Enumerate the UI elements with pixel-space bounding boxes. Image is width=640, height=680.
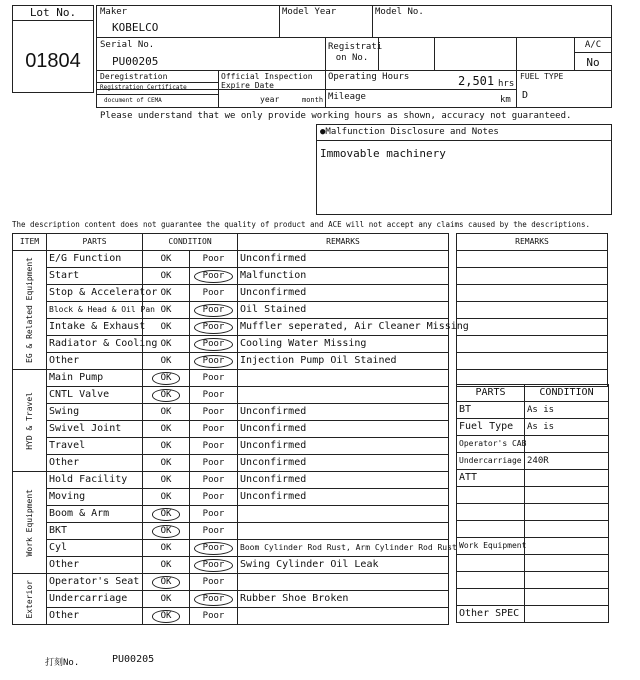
poor-cell <box>190 608 238 625</box>
spec-table <box>456 384 609 623</box>
poor-mark: Poor <box>194 559 234 572</box>
malfunction-text: Immovable machinery <box>320 147 446 160</box>
poor-cell <box>190 353 238 370</box>
part-name: Swing <box>47 404 143 421</box>
poor-cell <box>190 591 238 608</box>
remark: Unconfirmed <box>238 251 449 268</box>
ok-cell <box>143 353 190 370</box>
spec-part: BT <box>457 402 525 419</box>
spec-part: Operator's CAB <box>457 436 525 453</box>
group-label-cell <box>13 574 47 625</box>
poor-mark: Poor <box>202 288 225 298</box>
fuel-type-label: FUEL TYPE <box>520 72 564 81</box>
spec-part <box>457 504 525 521</box>
malfunction-title: ●Malfunction Disclosure and Notes <box>320 127 499 137</box>
spec-header-parts: PARTS <box>457 385 525 402</box>
disclaimer: The description content does not guarantee the quality of product and ACE will not accept any claims caused by the descriptions. <box>12 220 590 229</box>
ok-cell <box>143 319 190 336</box>
spec-condition <box>525 436 609 453</box>
model-year-label: Model Year <box>282 7 337 17</box>
remarks-table <box>456 233 608 387</box>
poor-cell <box>190 557 238 574</box>
ok-mark: OK <box>160 543 172 553</box>
ok-cell <box>143 404 190 421</box>
remarks-blank-row <box>457 302 608 319</box>
poor-mark: Poor <box>202 254 225 264</box>
part-name: Undercarriage <box>47 591 143 608</box>
poor-cell <box>190 285 238 302</box>
part-name: Other <box>47 557 143 574</box>
ok-mark: OK <box>160 424 172 434</box>
part-name: Hold Facility <box>47 472 143 489</box>
spec-row <box>457 589 609 606</box>
remark: Unconfirmed <box>238 421 449 438</box>
km-unit: km <box>500 95 511 105</box>
poor-cell <box>190 370 238 387</box>
poor-mark: Poor <box>202 492 225 502</box>
part-name: Start <box>47 268 143 285</box>
ok-mark: OK <box>160 594 172 604</box>
remarks-blank-row <box>457 319 608 336</box>
header-remarks-2: REMARKS <box>457 234 608 251</box>
spec-part <box>457 589 525 606</box>
spec-row <box>457 453 609 470</box>
ok-mark: OK <box>152 508 181 521</box>
spec-condition: 240R <box>525 453 609 470</box>
poor-cell <box>190 523 238 540</box>
ok-mark: OK <box>152 525 181 538</box>
spec-part <box>457 521 525 538</box>
ok-cell <box>143 574 190 591</box>
remarks-blank-row <box>457 285 608 302</box>
header-parts: PARTS <box>47 234 143 251</box>
spec-part <box>457 555 525 572</box>
poor-cell <box>190 404 238 421</box>
part-name: E/G Function <box>47 251 143 268</box>
spec-condition <box>525 555 609 572</box>
poor-cell <box>190 302 238 319</box>
remark: Unconfirmed <box>238 285 449 302</box>
table-row <box>13 251 449 268</box>
poor-cell <box>190 421 238 438</box>
part-name: Swivel Joint <box>47 421 143 438</box>
group-label: HYD & Travel <box>24 391 34 450</box>
serial-label: Serial No. <box>100 40 155 50</box>
spec-condition <box>525 606 609 623</box>
ac-label: A/C <box>584 40 602 50</box>
remark: Boom Cylinder Rod Rust, Arm Cylinder Rod Rust <box>238 540 449 557</box>
table-row <box>13 489 449 506</box>
table-row <box>13 438 449 455</box>
poor-mark: Poor <box>202 611 225 621</box>
spec-part <box>457 487 525 504</box>
spec-condition <box>525 470 609 487</box>
remark: Muffler seperated, Air Cleaner Missing <box>238 319 449 336</box>
table-row <box>13 540 449 557</box>
remark: Injection Pump Oil Stained <box>238 353 449 370</box>
ok-cell <box>143 438 190 455</box>
spec-row <box>457 470 609 487</box>
spec-row <box>457 504 609 521</box>
hours-notice: Please understand that we only provide working hours as shown, accuracy not guaranteed. <box>100 111 572 121</box>
ok-cell <box>143 472 190 489</box>
remark: Unconfirmed <box>238 472 449 489</box>
ok-mark: OK <box>152 576 181 589</box>
poor-cell <box>190 574 238 591</box>
remarks-blank-row <box>457 268 608 285</box>
spec-part: ATT <box>457 470 525 487</box>
part-name: Boom & Arm <box>47 506 143 523</box>
poor-cell <box>190 489 238 506</box>
deregistration-label: Deregistration <box>100 72 168 81</box>
poor-mark: Poor <box>202 509 225 519</box>
lot-label: Lot No. <box>29 6 77 19</box>
part-name: Operator's Seat <box>47 574 143 591</box>
table-row <box>13 472 449 489</box>
ok-mark: OK <box>160 271 172 281</box>
stamp-no-value: PU00205 <box>112 654 155 665</box>
lot-number: 01804 <box>25 50 81 72</box>
remark <box>238 574 449 591</box>
fuel-type-value: D <box>522 90 529 101</box>
remark <box>238 523 449 540</box>
header-item: ITEM <box>13 234 47 251</box>
poor-mark: Poor <box>202 441 225 451</box>
remark: Unconfirmed <box>238 404 449 421</box>
ok-cell <box>143 506 190 523</box>
part-name: Block & Head & Oil Pan <box>47 302 143 319</box>
spec-condition <box>525 572 609 589</box>
spec-row <box>457 538 609 555</box>
part-name: Other <box>47 353 143 370</box>
ok-cell <box>143 387 190 404</box>
table-row <box>13 353 449 370</box>
poor-mark: Poor <box>202 458 225 468</box>
part-name: Main Pump <box>47 370 143 387</box>
table-row <box>13 523 449 540</box>
part-name: Travel <box>47 438 143 455</box>
poor-mark: Poor <box>194 542 234 555</box>
table-row <box>13 285 449 302</box>
spec-row <box>457 402 609 419</box>
group-label: Exterior <box>24 579 34 619</box>
spec-row <box>457 555 609 572</box>
spec-condition <box>525 487 609 504</box>
maker-value: KOBELCO <box>112 21 159 34</box>
ac-value: No <box>586 56 600 69</box>
spec-part: Fuel Type <box>457 419 525 436</box>
month-label: month <box>302 96 324 104</box>
poor-mark: Poor <box>202 373 225 383</box>
table-row <box>13 336 449 353</box>
table-row <box>13 404 449 421</box>
spec-row <box>457 606 609 623</box>
remark: Swing Cylinder Oil Leak <box>238 557 449 574</box>
poor-mark: Poor <box>194 321 234 334</box>
ok-mark: OK <box>160 492 172 502</box>
remark: Cooling Water Missing <box>238 336 449 353</box>
ok-mark: OK <box>160 305 172 315</box>
ok-cell <box>143 608 190 625</box>
hrs-unit: hrs <box>498 79 515 89</box>
part-name: CNTL Valve <box>47 387 143 404</box>
poor-mark: Poor <box>202 407 225 417</box>
operating-hours-value: 2,501 <box>458 74 495 88</box>
registration-certificate-label: Registration Certificate <box>100 84 187 91</box>
spec-part: Undercarriage <box>457 453 525 470</box>
ok-mark: OK <box>152 372 181 385</box>
ok-mark: OK <box>160 560 172 570</box>
group-label-cell <box>13 251 47 370</box>
ok-cell <box>143 523 190 540</box>
remark: Unconfirmed <box>238 489 449 506</box>
poor-mark: Poor <box>194 304 234 317</box>
ok-mark: OK <box>160 475 172 485</box>
poor-cell <box>190 251 238 268</box>
ok-mark: OK <box>160 441 172 451</box>
table-row <box>13 268 449 285</box>
ok-cell <box>143 557 190 574</box>
remark: Rubber Shoe Broken <box>238 591 449 608</box>
remarks-blank-row <box>457 251 608 268</box>
poor-cell <box>190 540 238 557</box>
spec-condition <box>525 538 609 555</box>
table-row <box>13 455 449 472</box>
spec-row <box>457 572 609 589</box>
remark: Malfunction <box>238 268 449 285</box>
header-condition: CONDITION <box>143 234 238 251</box>
ok-cell <box>143 455 190 472</box>
registration-label: Registrati on No. <box>328 42 383 63</box>
mileage-label: Mileage <box>328 92 366 102</box>
remark: Unconfirmed <box>238 438 449 455</box>
spec-condition: As is <box>525 419 609 436</box>
group-label: EG & Related Equipment <box>24 257 34 363</box>
poor-cell <box>190 506 238 523</box>
remark <box>238 370 449 387</box>
spec-part: Work Equipment <box>457 538 525 555</box>
part-name: Cyl <box>47 540 143 557</box>
table-row <box>13 574 449 591</box>
table-row <box>13 302 449 319</box>
spec-row <box>457 487 609 504</box>
spec-part: Other SPEC <box>457 606 525 623</box>
malfunction-box <box>316 124 612 215</box>
part-name: Moving <box>47 489 143 506</box>
table-row <box>13 421 449 438</box>
remark <box>238 608 449 625</box>
ok-mark: OK <box>160 339 172 349</box>
ok-cell <box>143 421 190 438</box>
ok-cell <box>143 540 190 557</box>
spec-part <box>457 572 525 589</box>
poor-cell <box>190 472 238 489</box>
table-row <box>13 591 449 608</box>
model-no-label: Model No. <box>375 7 424 17</box>
year-label: year <box>260 95 280 104</box>
poor-cell <box>190 336 238 353</box>
ok-cell <box>143 591 190 608</box>
part-name: BKT <box>47 523 143 540</box>
poor-mark: Poor <box>194 355 234 368</box>
maker-label: Maker <box>100 7 128 17</box>
table-row <box>13 608 449 625</box>
remarks-blank-row <box>457 353 608 370</box>
group-label-cell <box>13 370 47 472</box>
part-name: Other <box>47 608 143 625</box>
table-row <box>13 506 449 523</box>
ok-mark: OK <box>160 458 172 468</box>
table-row <box>13 557 449 574</box>
group-label: Work Equipment <box>24 488 34 557</box>
spec-row <box>457 436 609 453</box>
table-row <box>13 370 449 387</box>
ok-cell <box>143 251 190 268</box>
spec-header-condition: CONDITION <box>525 385 609 402</box>
inspection-label: Official Inspection Expire Date <box>221 72 313 90</box>
spec-condition <box>525 504 609 521</box>
ok-mark: OK <box>160 254 172 264</box>
ok-mark: OK <box>160 407 172 417</box>
poor-mark: Poor <box>202 577 225 587</box>
poor-mark: Poor <box>202 424 225 434</box>
table-row <box>13 319 449 336</box>
poor-mark: Poor <box>202 526 225 536</box>
poor-cell <box>190 319 238 336</box>
ok-mark: OK <box>152 610 181 623</box>
poor-cell <box>190 387 238 404</box>
part-name: Radiator & Cooling <box>47 336 143 353</box>
spec-row <box>457 521 609 538</box>
ok-mark: OK <box>152 389 181 402</box>
ok-cell <box>143 268 190 285</box>
remarks-blank-row <box>457 336 608 353</box>
poor-mark: Poor <box>202 475 225 485</box>
ok-mark: OK <box>160 288 172 298</box>
poor-cell <box>190 438 238 455</box>
ok-mark: OK <box>160 322 172 332</box>
spec-row <box>457 419 609 436</box>
spec-condition: As is <box>525 402 609 419</box>
poor-cell <box>190 455 238 472</box>
poor-mark: Poor <box>194 338 234 351</box>
ok-mark: OK <box>160 356 172 366</box>
operating-hours-label: Operating Hours <box>328 72 410 82</box>
table-row <box>13 387 449 404</box>
cema-label: document of CEMA <box>104 97 162 104</box>
remark <box>238 506 449 523</box>
header-remarks: REMARKS <box>238 234 449 251</box>
ok-cell <box>143 370 190 387</box>
poor-mark: Poor <box>194 270 234 283</box>
remark: Unconfirmed <box>238 455 449 472</box>
poor-mark: Poor <box>202 390 225 400</box>
remark: Oil Stained <box>238 302 449 319</box>
remark <box>238 387 449 404</box>
group-label-cell <box>13 472 47 574</box>
serial-value: PU00205 <box>112 55 159 68</box>
poor-mark: Poor <box>194 593 234 606</box>
part-name: Intake & Exhaust <box>47 319 143 336</box>
spec-condition <box>525 589 609 606</box>
spec-condition <box>525 521 609 538</box>
stamp-no-label: 打刻No. <box>45 658 80 668</box>
ok-cell <box>143 489 190 506</box>
part-name: Stop & Accelerator <box>47 285 143 302</box>
part-name: Other <box>47 455 143 472</box>
poor-cell <box>190 268 238 285</box>
